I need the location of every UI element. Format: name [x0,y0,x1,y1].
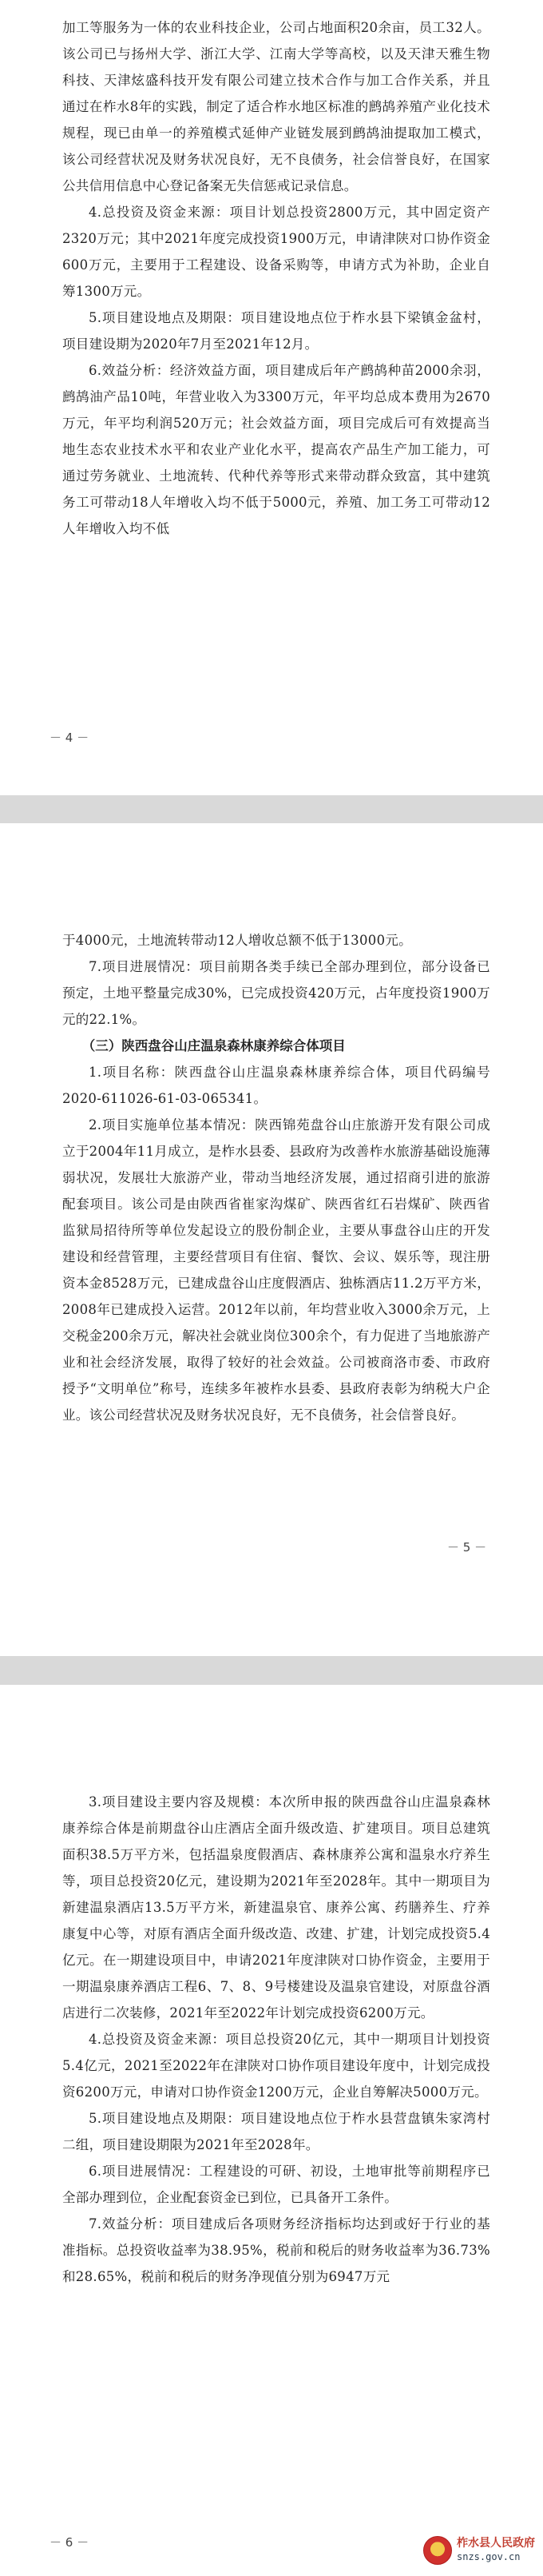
body-paragraph: 加工等服务为一体的农业科技企业，公司占地面积20余亩，员工32人。该公司已与扬州大学、浙江大学、江南大学等高校，以及天津天雅生物科技、天津炫盛科技开发有限公司建立技术合作与加工合作关系，并且通过在柞水8年的实践，制定了适合柞水地区标准的鹧鸪养殖产业化技术规程，现已由单一的养殖模式延伸产业链发展到鹧鸪油提取加工模式，该公司经营状况及财务状况良好，无不良债务，社会信誉良好，在国家公共信用信息中心登记备案无失信惩戒记录信息。 [62,20,490,193]
page-number: － 5 － [447,1540,487,1555]
document-page-6 [0,1685,543,2576]
watermark-logo [423,2536,535,2565]
body-paragraph: 1.项目名称：陕西盘谷山庄温泉森林康养综合体，项目代码编号2020-611026-61-03-065341。 [62,1065,490,1106]
body-paragraph: 2.项目实施单位基本情况：陕西锦苑盘谷山庄旅游开发有限公司成立于2004年11月成立，是柞水县委、县政府为改善柞水旅游基础设施薄弱状况，发展壮大旅游产业，带动当地经济发展，通过招商引进的旅游配套项目。该公司是由陕西省崔家沟煤矿、陕西省红石岩煤矿、陕西省监狱局招待所等单位发起设立的股份制企业，主要从事盘谷山庄的开发建设和经营管理，主要经营项目有住宿、餐饮、会议、娱乐等，现注册资本金8528万元，已建成盘谷山庄度假酒店、独栋酒店11.2万平方米，2008年已建成投入运营。2012年以前，年均营业收入3000余万元，上交税金200余万元，解决社会就业岗位300余个，有力促进了当地旅游产业和社会经济发展，取得了较好的社会效益。公司被商洛市委、市政府授予“文明单位”称号，连续多年被柞水县委、县政府表彰为纳税大户企业。该公司经营状况及财务状况良好，无不良债务，社会信誉良好。 [62,1117,490,1423]
body-paragraph: 5.项目建设地点及期限：项目建设地点位于柞水县下梁镇金盆村，项目建设期为2020年7月至2021年12月。 [62,310,490,352]
watermark-url: snzs.gov.cn [457,2551,521,2562]
body-paragraph: 7.项目进展情况：项目前期各类手续已全部办理到位，部分设备已预定，土地平整量完成30%，已完成投资420万元，占年度投资1900万元的22.1%。 [62,959,490,1027]
body-paragraph: 7.效益分析：项目建成后各项财务经济指标均达到或好于行业的基准指标。总投资收益率为38.95%，税前和税后的财务收益率为36.73%和28.65%，税前和税后的财务净现值分别为6947万元 [62,2216,490,2284]
body-paragraph: 3.项目建设主要内容及规模：本次所申报的陕西盘谷山庄温泉森林康养综合体是前期盘谷山庄酒店全面升级改造、扩建项目。项目总建筑面积38.5万平方米，包括温泉度假酒店、森林康养公寓和温泉水疗养生等，项目总投资20亿元，建设期为2021年至2028年。其中一期项目为新建温泉酒店13.5万平方米，新建温泉官、康养公寓、药膳养生、疗养康复中心等，对原有酒店全面升级改造、改建、扩建，计划完成投资5.4亿元。在一期建设项目中，申请2021年度津陕对口协作资金，主要用于一期温泉康养酒店工程6、7、8、9号楼建设及温泉官建设，对原盘谷酒店进行二次装修，2021年至2022年计划完成投资6200万元。 [62,1794,490,2021]
section-heading: （三）陕西盘谷山庄温泉森林康养综合体项目 [81,1038,346,1053]
body-paragraph: 4.总投资及资金来源：项目总投资20亿元，其中一期项目计划投资5.4亿元，2021至2022年在津陕对口协作项目建设年度中，计划完成投资6200万元，申请对口协作资金1200万元，企业自筹解决5000万元。 [62,2032,490,2100]
page-number: － 4 － [50,731,89,745]
document-page-5 [0,823,543,1656]
body-paragraph: 4.总投资及资金来源：项目计划总投资2800万元，其中固定资产2320万元；其中2021年度完成投资1900万元，申请津陕对口协作资金600万元，主要用于工程建设、设备采购等，申请方式为补助，企业自筹1300万元。 [62,205,490,299]
watermark-title: 柞水县人民政府 [457,2537,535,2550]
body-paragraph: 于4000元，土地流转带动12人增收总额不低于13000元。 [62,933,412,948]
document-page-4 [0,0,543,795]
body-paragraph: 5.项目建设地点及期限：项目建设地点位于柞水县营盘镇朱家湾村二组，项目建设期限为2021年至2028年。 [62,2111,490,2152]
page-number: － 6 － [50,2535,89,2550]
government-emblem-icon [423,2536,452,2565]
body-paragraph: 6.效益分析：经济效益方面，项目建成后年产鹧鸪种苗2000余羽，鹧鸪油产品10吨，年营业收入为3300万元，年平均总成本费用为2670万元，年平均利润520万元；社会效益方面，项目完成后可有效提高当地生态农业技术水平和农业产业化水平，提高农产品生产加工能力，可通过劳务就业、土地流转、代种代养等形式来带动群众致富，其中建筑务工可带动18人年增收入均不低于5000元，养殖、加工务工可带动12人年增收入均不低 [62,363,490,536]
body-paragraph: 6.项目进展情况：工程建设的可研、初设，土地审批等前期程序已全部办理到位，企业配套资金已到位，已具备开工条件。 [62,2164,490,2205]
